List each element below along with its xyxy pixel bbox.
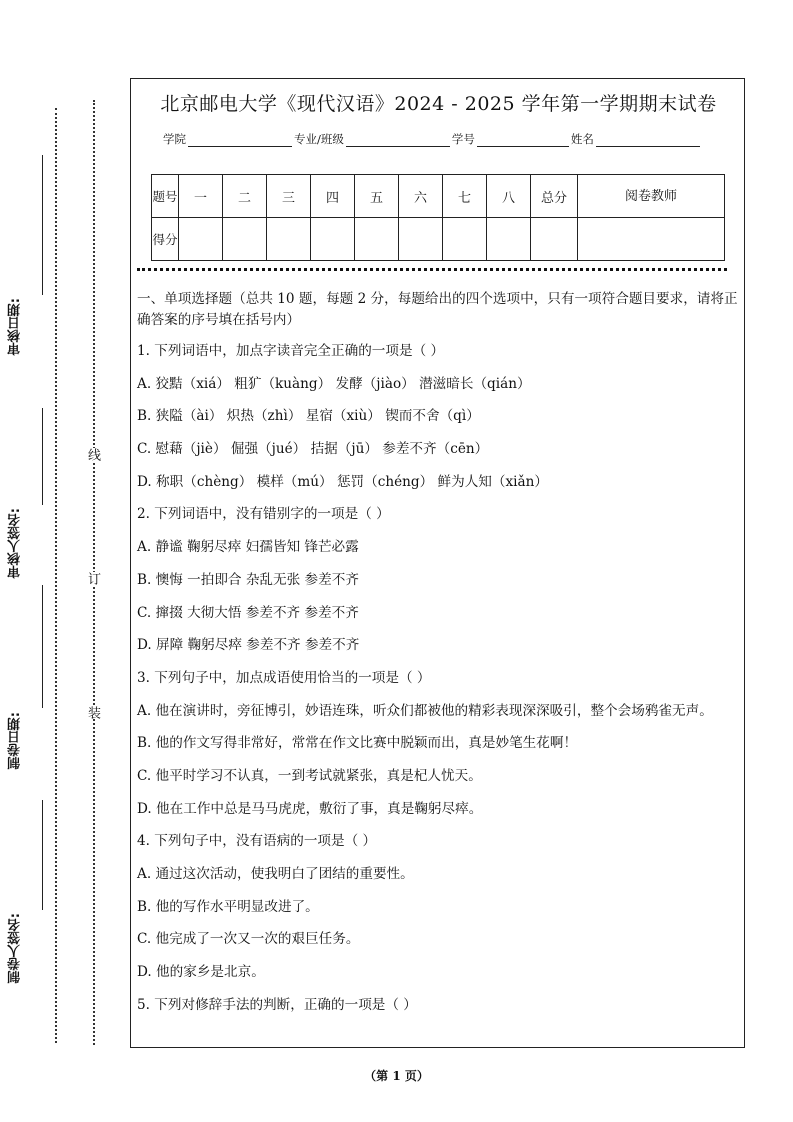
col-3: 三	[267, 175, 311, 218]
name-label: 姓名	[570, 132, 594, 146]
score-table-score-row	[152, 218, 725, 261]
col-7: 七	[443, 175, 487, 218]
question-3-option-a: A. 他在演讲时，旁征博引，妙语连珠，听众们都被他的精彩表现深深吸引，整个会场鸦雀无声。	[137, 702, 713, 719]
student-info-row	[163, 131, 702, 147]
question-4-option-d: D. 他的家乡是北京。	[137, 964, 265, 981]
score-table-header-row	[152, 175, 725, 218]
score-cell-1[interactable]	[179, 218, 223, 261]
question-5-stem: 5. 下列对修辞手法的判断，正确的一项是（ ）	[137, 996, 417, 1013]
college-label: 学院	[163, 132, 186, 146]
question-1-option-b: B. 狭隘（ài） 炽热（zhì） 星宿（xiù） 锲而不舍（qì）	[137, 408, 480, 425]
reviewer-date-label: 审核日期:	[8, 298, 23, 356]
question-2-option-c: C. 撺掇 大彻大悟 参差不齐 参差不齐	[137, 604, 359, 621]
question-1-stem: 1. 下列词语中，加点字读音完全正确的一项是（ ）	[137, 343, 445, 359]
score-cell-7[interactable]	[443, 218, 487, 261]
question-3-stem: 3. 下列句子中，加点成语使用恰当的一项是（ ）	[137, 669, 431, 686]
exam-title: 北京邮电大学《现代汉语》2024 - 2025 学年第一学期期末试卷	[160, 93, 717, 115]
student-id-label: 学号	[451, 132, 475, 146]
maker-sign-line	[42, 800, 43, 910]
score-cell-total[interactable]	[531, 218, 578, 261]
maker-sign-label: 制卷人签名:	[8, 913, 23, 984]
name-blank[interactable]	[596, 134, 700, 147]
score-cell-grader[interactable]	[578, 218, 725, 261]
page-number: （第 1 页）	[364, 1069, 429, 1083]
col-1: 一	[179, 175, 223, 218]
col-grader: 阅卷教师	[578, 175, 725, 218]
student-id-blank[interactable]	[477, 134, 569, 147]
question-number-head: 题号	[152, 175, 179, 218]
margin-dotted-line-outer	[55, 108, 57, 1043]
col-8: 八	[487, 175, 531, 218]
question-1-option-c: C. 慰藉（jiè） 倔强（jué） 拮据（jū） 参差不齐（cēn）	[137, 441, 489, 458]
question-2-stem: 2. 下列词语中，没有错别字的一项是（ ）	[137, 506, 390, 523]
college-blank[interactable]	[188, 134, 292, 147]
question-4-option-b: B. 他的写作水平明显改进了。	[137, 898, 319, 915]
score-head: 得分	[152, 218, 179, 261]
col-2: 二	[223, 175, 267, 218]
question-4-option-c: C. 他完成了一次又一次的艰巨任务。	[137, 931, 360, 948]
question-4-option-a: A. 通过这次活动，使我明白了团结的重要性。	[137, 866, 414, 882]
question-4-stem: 4. 下列句子中，没有语病的一项是（ ）	[137, 833, 377, 850]
question-2-option-a: A. 静谧 鞠躬尽瘁 妇孺皆知 锋芒必露	[137, 539, 359, 556]
question-1-option-a: A. 狡黠（xiá） 粗犷（kuàng） 发酵（jiào） 潜滋暗长（qián）	[137, 375, 531, 392]
col-6: 六	[399, 175, 443, 218]
score-cell-6[interactable]	[399, 218, 443, 261]
col-total: 总分	[531, 175, 578, 218]
major-label: 专业/班级	[294, 132, 344, 146]
binding-line-char: 线	[85, 448, 100, 461]
question-3-option-d: D. 他在工作中总是马马虎虎，敷衍了事，真是鞠躬尽瘁。	[137, 800, 483, 817]
maker-date-label: 制卷日期:	[8, 712, 23, 770]
col-5: 五	[355, 175, 399, 218]
question-1-option-d: D. 称职（chèng） 模样（mú） 惩罚（chéng） 鲜为人知（xiǎn）	[137, 473, 548, 490]
question-2-option-b: B. 懊悔 一拍即合 杂乱无张 参差不齐	[137, 571, 359, 588]
question-2-option-d: D. 屏障 鞠躬尽瘁 参差不齐 参差不齐	[137, 637, 360, 654]
col-4: 四	[311, 175, 355, 218]
section-heading: 一、单项选择题（总共 10 题，每题 2 分，每题给出的四个选项中，只有一项符合题目要求，请将正确答案的序号填在括号内）	[137, 291, 738, 328]
binding-zhuang-char: 装	[85, 706, 100, 719]
score-cell-2[interactable]	[223, 218, 267, 261]
binding-ding-char: 订	[85, 572, 100, 585]
score-cell-3[interactable]	[267, 218, 311, 261]
score-cell-5[interactable]	[355, 218, 399, 261]
score-table	[151, 174, 725, 261]
maker-date-line	[42, 585, 43, 708]
reviewer-sign-label: 审核人签名:	[8, 508, 23, 579]
question-3-option-b: B. 他的作文写得非常好，常常在作文比赛中脱颖而出，真是妙笔生花啊！	[137, 735, 578, 752]
reviewer-sign-line	[42, 408, 43, 505]
questions-content	[137, 289, 741, 1027]
major-blank[interactable]	[346, 134, 450, 147]
score-cell-8[interactable]	[487, 218, 531, 261]
exam-frame	[130, 78, 745, 1048]
reviewer-date-line	[42, 155, 43, 295]
question-3-option-c: C. 他平时学习不认真，一到考试就紧张，真是杞人忧天。	[137, 767, 482, 784]
score-cell-4[interactable]	[311, 218, 355, 261]
header-separator	[137, 268, 727, 271]
